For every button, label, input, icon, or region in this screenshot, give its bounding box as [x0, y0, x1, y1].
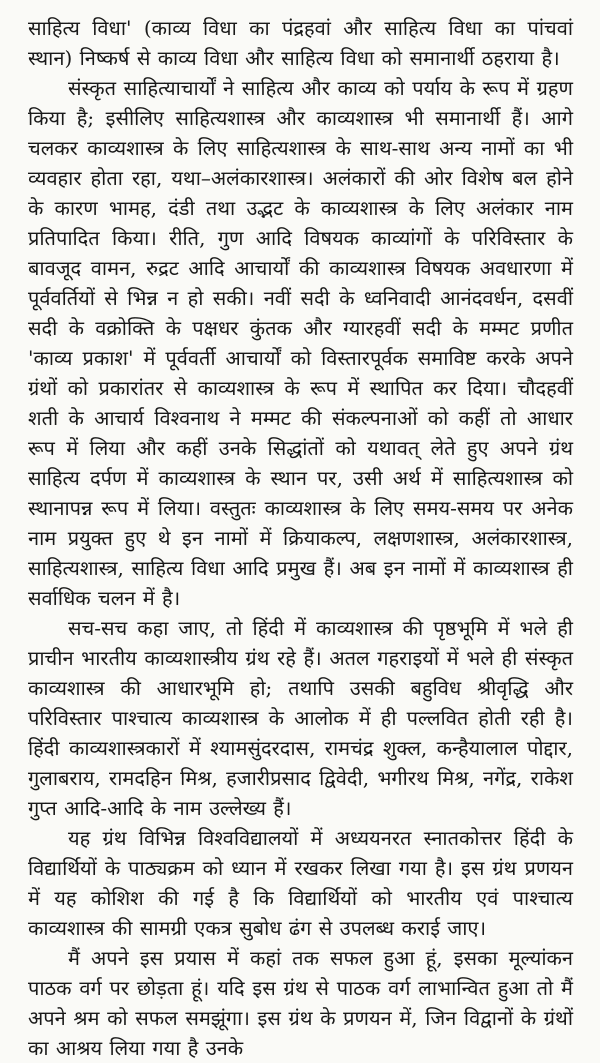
paragraph: साहित्य विधा' (काव्य विधा का पंद्रहवां और साहित्य विधा का पांचवां स्थान) निष्कर्ष से काव्य विधा और साहित्य विधा को समानार्थी ठहराया है।	[28, 16, 573, 70]
paragraph: संस्कृत साहित्याचार्यों ने साहित्य और काव्य को पर्याय के रूप में ग्रहण किया है; इसीलिए साहित्यशास्त्र और काव्यशास्त्र भी समानार्थी हैं। आगे चलकर काव्यशास्त्र के लिए साहित्यशास्त्र के साथ-साथ अन्य नामों का भी व्यवहार होता रहा, यथा–अलंकारशास्त्र। अलंकारों की ओर विशेष बल होने के कारण भामह, दंडी तथा उद्भट के काव्यशास्त्र के लिए अलंकार नाम प्रतिपादित किया। रीति, गुण आदि विषयक काव्यांगों के परिविस्तार के बावजूद वामन, रुद्रट आदि आचार्यों की काव्यशास्त्र विषयक अवधारणा में पूर्ववर्तियों से भिन्न न हो सकी। नवीं सदी के ध्वनिवादी आनंदवर्धन, दसवीं सदी के वक्रोक्ति के पक्षधर कुंतक और ग्यारहवीं सदी के मम्मट प्रणीत 'काव्य प्रकाश' में पूर्ववर्ती आचार्यों को विस्तारपूर्वक समाविष्ट करके अपने ग्रंथों को प्रकारांतर से काव्यशास्त्र के रूप में स्थापित कर दिया। चौदहवीं शती के आचार्य विश्वनाथ ने मम्मट की संकल्पनाओं को कहीं तो आधार रूप में लिया और कहीं उनके सिद्धांतों को यथावत् लेते हुए अपने ग्रंथ साहित्य दर्पण में काव्यशास्त्र के स्थान पर, उसी अर्थ में साहित्यशास्त्र को स्थानापन्न रूप में लिया। वस्तुतः काव्यशास्त्र के लिए समय-समय पर अनेक नाम प्रयुक्त हुए थे इन नामों में क्रियाकल्प, लक्षणशास्त्र, अलंकारशास्त्र, साहित्यशास्त्र, साहित्य विधा आदि प्रमुख हैं। अब इन नामों में काव्यशास्त्र ही सर्वाधिक चलन में है।	[28, 76, 573, 610]
paragraph: मैं अपने इस प्रयास में कहां तक सफल हुआ हूं, इसका मूल्यांकन पाठक वर्ग पर छोड़ता हूं। यदि इस ग्रंथ से पाठक वर्ग लाभान्वित हुआ तो मैं अपने श्रम को सफल समझूंगा। इस ग्रंथ के प्रणयन में, जिन विद्वानों के ग्रंथों का आश्रय लिया गया है उनके	[28, 946, 573, 1060]
paragraph: यह ग्रंथ विभिन्न विश्वविद्यालयों में अध्ययनरत स्नातकोत्तर हिंदी के विद्यार्थियों के पाठ्यक्रम को ध्यान में रखकर लिखा गया है। इस ग्रंथ प्रणयन में यह कोशिश की गई है कि विद्यार्थियों को भारतीय एवं पाश्चात्य काव्यशास्त्र की सामग्री एकत्र सुबोध ढंग से उपलब्ध कराई जाए।	[28, 826, 573, 940]
text-column	[28, 13, 573, 1063]
paragraph: सच-सच कहा जाए, तो हिंदी में काव्यशास्त्र की पृष्ठभूमि में भले ही प्राचीन भारतीय काव्यशास्त्रीय ग्रंथ रहे हैं। अतल गहराइयों में भले ही संस्कृत काव्यशास्त्र की आधारभूमि हो; तथापि उसकी बहुविध श्रीवृद्धि और परिविस्तार पाश्चात्य काव्यशास्त्र के आलोक में ही पल्लवित होती रही है। हिंदी काव्यशास्त्रकारों में श्यामसुंदरदास, रामचंद्र शुक्ल, कन्हैयालाल पोद्दार, गुलाबराय, रामदहिन मिश्र, हजारीप्रसाद द्विवेदी, भगीरथ मिश्र, नगेंद्र, राकेश गुप्त आदि-आदि के नाम उल्लेख्य हैं।	[28, 616, 573, 820]
